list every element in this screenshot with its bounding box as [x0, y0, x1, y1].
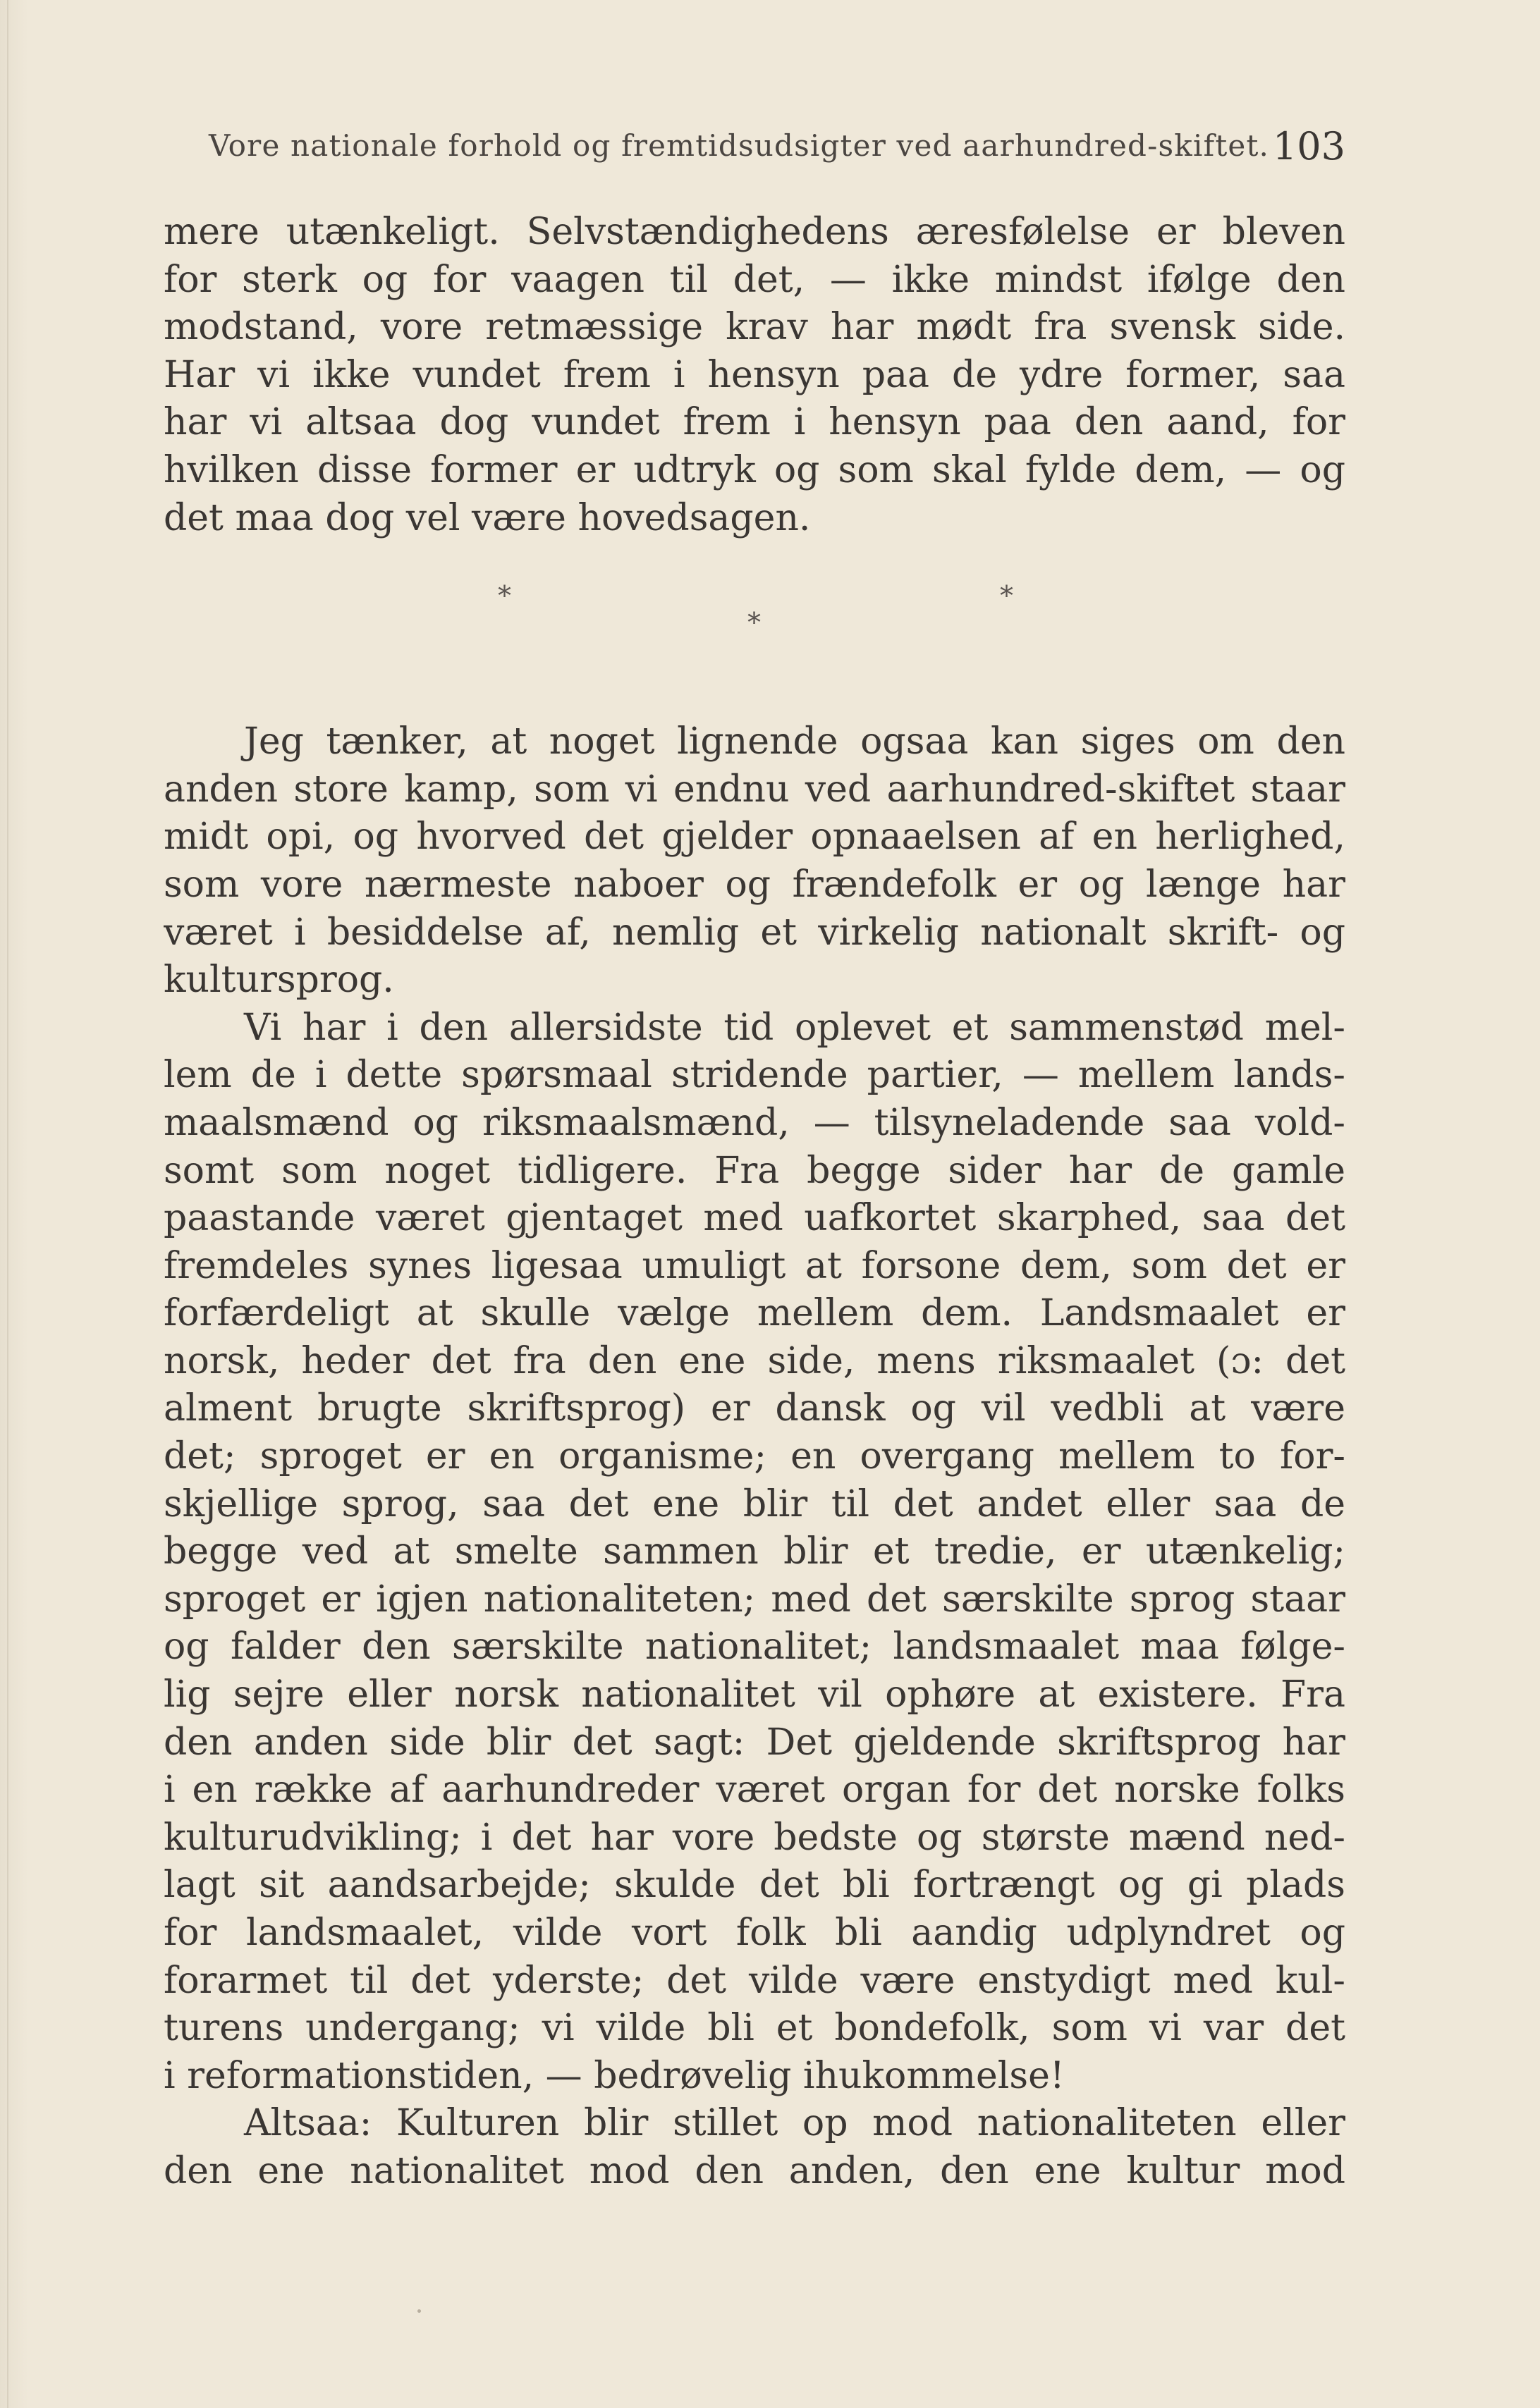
text-line: anden store kamp, som vi endnu ved aarhundred-skiftet staar — [164, 768, 1345, 811]
text-line: hvilken disse former er udtryk og som skal fylde dem, — og — [164, 448, 1345, 491]
text-line: Vi har i den allersidste tid oplevet et sammenstød mel- — [244, 1006, 1345, 1049]
text-line: Jeg tænker, at noget lignende ogsaa kan siges om den — [244, 720, 1345, 763]
text-line: Har vi ikke vundet frem i hensyn paa de ydre former, saa — [164, 353, 1345, 396]
text-line: paastande været gjentaget med uafkortet skarphed, saa det — [164, 1197, 1345, 1240]
text-line: det; sproget er en organisme; en overgang mellem to for- — [164, 1435, 1345, 1478]
section-separator — [164, 542, 1345, 718]
text-line: forfærdeligt at skulle vælge mellem dem. Landsmaalet er — [164, 1292, 1345, 1335]
text-line: sproget er igjen nationaliteten; med det særskilte sprog staar — [164, 1578, 1345, 1621]
text-line: modstand, vore retmæssige krav har mødt fra svensk side. — [164, 306, 1345, 349]
text-line: lagt sit aandsarbejde; skulde det bli fortrængt og gi plads — [164, 1864, 1345, 1907]
text-line: og falder den særskilte nationalitet; landsmaalet maa følge- — [164, 1626, 1345, 1669]
separator-star-right: * — [1000, 580, 1013, 612]
separator-star-left: * — [498, 580, 511, 612]
text-line: kulturudvikling; i det har vore bedste og største mænd ned- — [164, 1816, 1345, 1859]
text-line: midt opi, og hvorved det gjelder opnaaelsen af en herlighed, — [164, 816, 1345, 859]
paper-speck — [417, 2309, 421, 2313]
text-line: turens undergang; vi vilde bli et bondefolk, som vi var det — [164, 2007, 1345, 2050]
text-line: den anden side blir det sagt: Det gjeldende skriftsprog har — [164, 1721, 1345, 1764]
text-line: lem de i dette spørsmaal stridende partier, — mellem lands- — [164, 1054, 1345, 1097]
text-line: maalsmænd og riksmaalsmænd, — tilsyneladende saa vold- — [164, 1101, 1345, 1144]
text-line: fremdeles synes ligesaa umuligt at forsone dem, som det er — [164, 1244, 1345, 1287]
text-line: somt som noget tidligere. Fra begge sider har de gamle — [164, 1149, 1345, 1192]
text-line: mere utænkeligt. Selvstændighedens æresfølelse er bleven — [164, 211, 1345, 253]
body-text — [164, 209, 1345, 2196]
page-edge — [7, 0, 8, 2408]
running-head-title: Vore nationale forhold og fremtidsudsigter ved aarhundred-skiftet. — [209, 128, 1270, 163]
text-line: skjellige sprog, saa det ene blir til det andet eller saa de — [164, 1482, 1345, 1525]
text-line: forarmet til det yderste; det vilde være enstydigt med kul- — [164, 1959, 1345, 2002]
text-line: har vi altsaa dog vundet frem i hensyn paa den aand, for — [164, 401, 1345, 444]
text-line: Altsaa: Kulturen blir stillet op mod nationaliteten eller — [244, 2102, 1345, 2145]
text-line: norsk, heder det fra den ene side, mens riksmaalet (ɔ: det — [164, 1339, 1345, 1382]
text-line: for landsmaalet, vilde vort folk bli aandig udplyndret og — [164, 1912, 1345, 1954]
text-line: i en række af aarhundreder været organ for det norske folks — [164, 1769, 1345, 1812]
text-line: den ene nationalitet mod den anden, den ene kultur mod — [164, 2149, 1345, 2192]
text-line: som vore nærmeste naboer og frændefolk er og længe har — [164, 863, 1345, 906]
text-line: for sterk og for vaagen til det, — ikke mindst ifølge den — [164, 258, 1345, 301]
text-line: kultursprog. — [164, 959, 394, 1002]
text-line: i reformationstiden, — bedrøvelig ihukommelse! — [164, 2054, 1065, 2097]
running-head — [209, 124, 1345, 178]
text-line: alment brugte skriftsprog) er dansk og vil vedbli at være — [164, 1387, 1345, 1430]
page-number: 103 — [1272, 124, 1345, 168]
text-line: været i besiddelse af, nemlig et virkelig nationalt skrift- og — [164, 911, 1345, 954]
text-line: det maa dog vel være hovedsagen. — [164, 496, 811, 539]
text-line: begge ved at smelte sammen blir et tredie, er utænkelig; — [164, 1530, 1345, 1573]
text-line: lig sejre eller norsk nationalitet vil ophøre at existere. Fra — [164, 1673, 1345, 1716]
separator-star-center: * — [747, 607, 761, 639]
